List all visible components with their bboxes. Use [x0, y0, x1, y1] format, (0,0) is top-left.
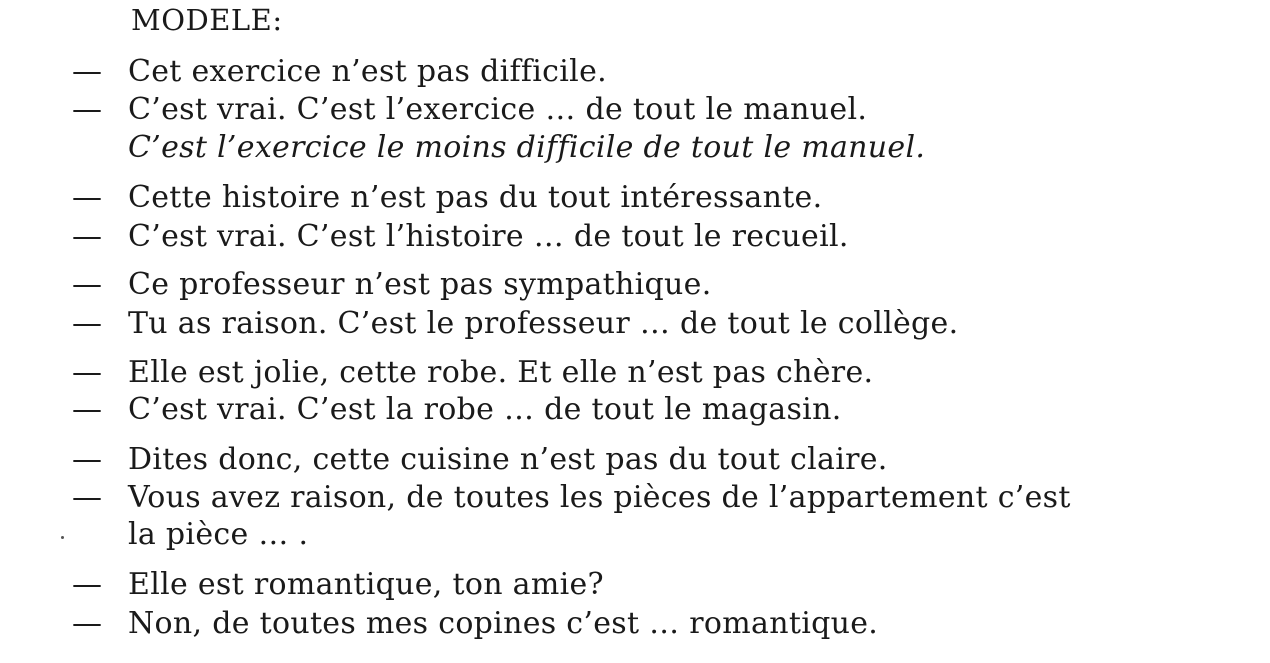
dialogue-dash: —: [72, 567, 103, 602]
line-text: Elle est jolie, cette robe. Et elle n’est pas chère.: [128, 355, 874, 390]
dialogue-dash: —: [72, 480, 103, 515]
dialogue-dash: —: [72, 306, 103, 341]
dialogue-dash: —: [72, 606, 103, 641]
line-text: Elle est romantique, ton amie?: [128, 567, 604, 602]
dialogue-dash: —: [72, 392, 103, 427]
line-text: C’est vrai. C’est l’histoire … de tout le recueil.: [128, 219, 849, 254]
line-text: la pièce … .: [128, 517, 309, 552]
line-text: C’est vrai. C’est l’exercice … de tout le manuel.: [128, 92, 868, 127]
modele-heading: MODELE:: [131, 3, 283, 37]
dialogue-dash: —: [72, 92, 103, 127]
line-text: Cette histoire n’est pas du tout intéressante.: [128, 180, 823, 215]
line-text: C’est vrai. C’est la robe … de tout le magasin.: [128, 392, 842, 427]
line-text: Ce professeur n’est pas sympathique.: [128, 267, 712, 302]
dialogue-dash: —: [72, 219, 103, 254]
dialogue-dash: —: [72, 267, 103, 302]
line-text: Non, de toutes mes copines c’est … romantique.: [128, 606, 879, 641]
dialogue-dash: —: [72, 442, 103, 477]
dialogue-dash: —: [72, 180, 103, 215]
dialogue-dash: —: [72, 355, 103, 390]
line-text: C’est l’exercice le moins difficile de tout le manuel.: [128, 130, 926, 165]
dialogue-dash: —: [72, 54, 103, 89]
line-text: Dites donc, cette cuisine n’est pas du tout claire.: [128, 442, 888, 477]
scan-speck: [61, 536, 64, 539]
line-text: Vous avez raison, de toutes les pièces de l’appartement c’est: [128, 480, 1071, 515]
line-text: Cet exercice n’est pas difficile.: [128, 54, 607, 89]
line-text: Tu as raison. C’est le professeur … de tout le collège.: [128, 306, 959, 341]
